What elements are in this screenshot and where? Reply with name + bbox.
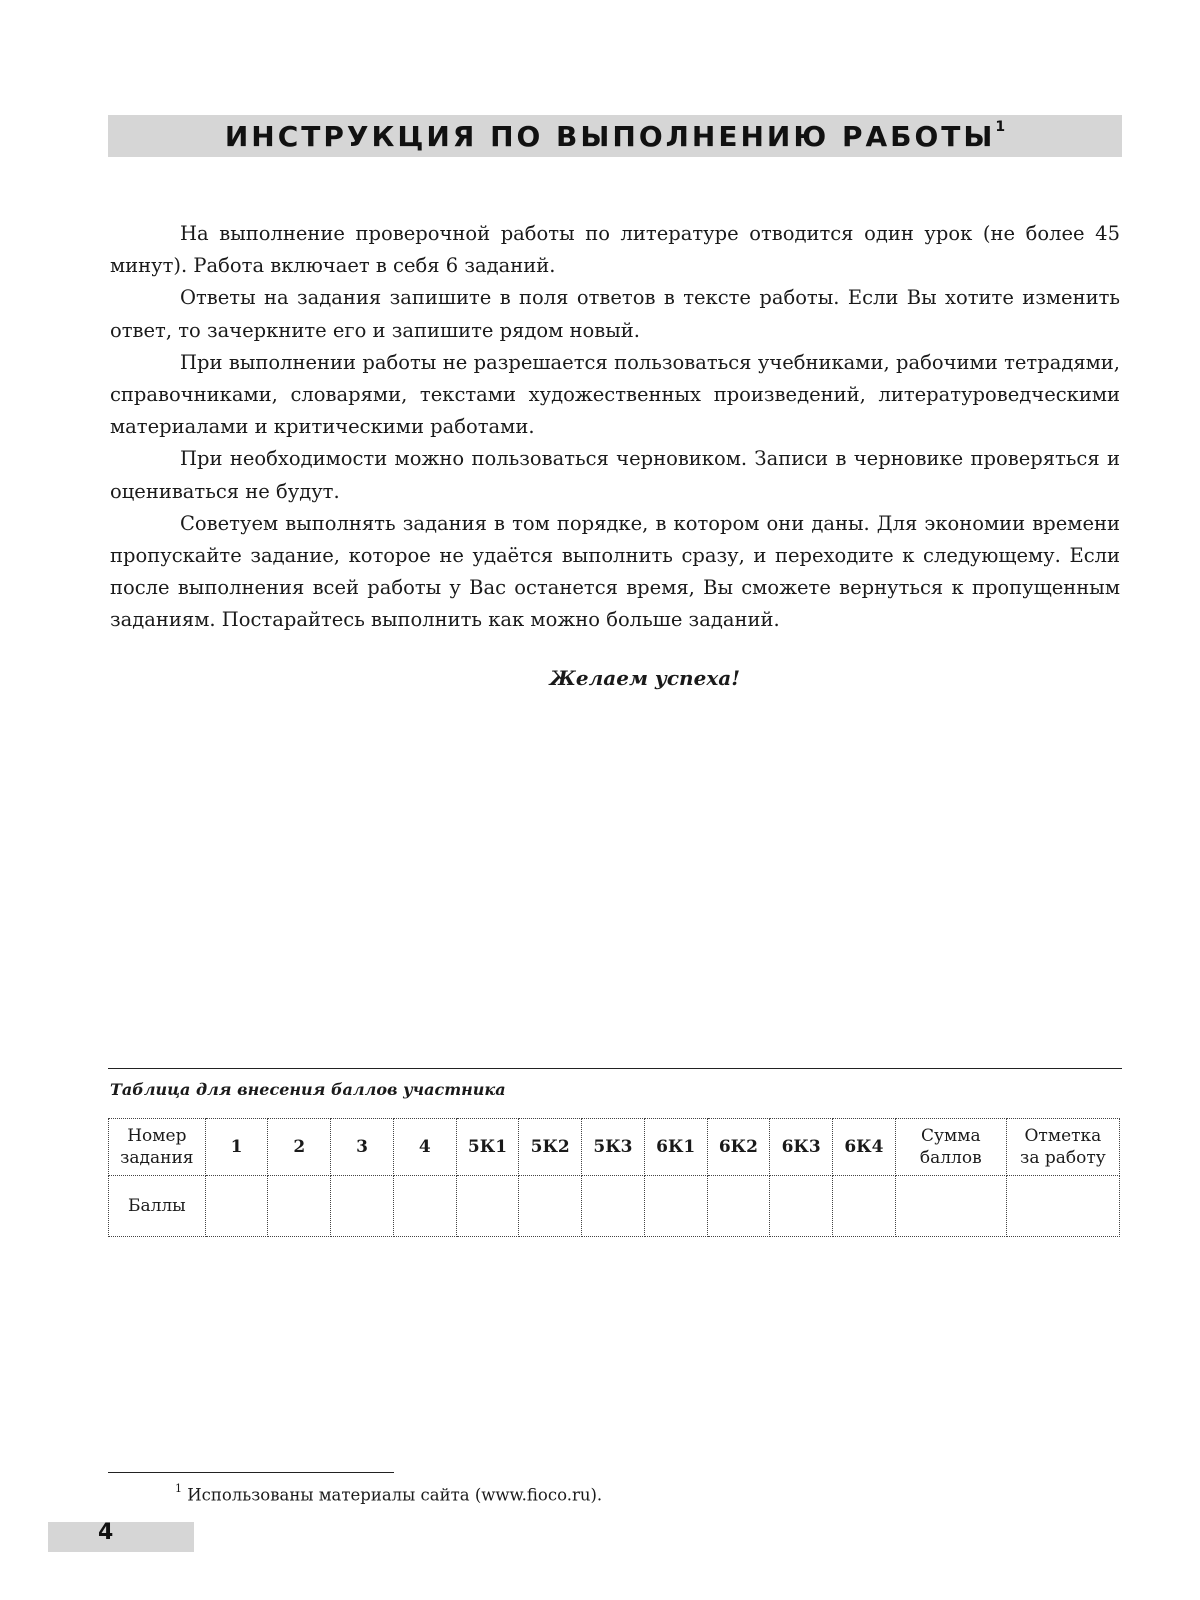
column-header: 6К3	[770, 1119, 833, 1176]
sum-header-line2: баллов	[919, 1148, 982, 1168]
score-cell[interactable]	[331, 1176, 394, 1237]
table-caption: Таблица для внесения баллов участника	[110, 1080, 506, 1099]
score-cell[interactable]	[456, 1176, 519, 1237]
title-footnote-mark: 1	[995, 119, 1006, 136]
column-header: 6К1	[644, 1119, 707, 1176]
table-header-row	[109, 1119, 1120, 1176]
mark-header	[1006, 1119, 1119, 1176]
score-cell[interactable]	[833, 1176, 896, 1237]
instructions-body	[110, 218, 1120, 637]
score-cell[interactable]	[770, 1176, 833, 1237]
table-score-row	[109, 1176, 1120, 1237]
score-table	[108, 1118, 1120, 1237]
footnote-mark: 1	[175, 1482, 182, 1495]
footnote-separator	[108, 1472, 394, 1473]
sum-header-line1: Сумма	[920, 1126, 981, 1146]
score-cell[interactable]	[393, 1176, 456, 1237]
mark-cell[interactable]	[1006, 1176, 1119, 1237]
score-cell[interactable]	[582, 1176, 645, 1237]
column-header: 5К1	[456, 1119, 519, 1176]
sum-header	[895, 1119, 1006, 1176]
page-title	[225, 120, 1005, 153]
score-cell[interactable]	[268, 1176, 331, 1237]
column-header: 6К2	[707, 1119, 770, 1176]
paragraph-time: На выполнение проверочной работы по литературе отводится один урок (не более 45 минут). Работа включает в себя 6 заданий.	[110, 222, 1120, 278]
separator-line	[108, 1068, 1122, 1069]
column-header: 6К4	[833, 1119, 896, 1176]
mark-header-line2: за работу	[1020, 1148, 1106, 1168]
footnote-text: Использованы материалы сайта (www.fioco.ru).	[187, 1485, 603, 1505]
footnote	[175, 1484, 602, 1505]
score-cell[interactable]	[707, 1176, 770, 1237]
page-title-text: ИНСТРУКЦИЯ ПО ВЫПОЛНЕНИЮ РАБОТЫ	[224, 119, 996, 153]
task-number-label-line1: Номер	[127, 1126, 187, 1146]
task-number-label-line2: задания	[120, 1148, 194, 1168]
column-header: 2	[268, 1119, 331, 1176]
paragraph-restrictions: При выполнении работы не разрешается пользоваться учебниками, рабочими тетрадями, справочниками, словарями, текстами художественных произведений, литературоведческими материалами и критическими работами.	[110, 350, 1120, 439]
column-header: 1	[205, 1119, 268, 1176]
page-number-box	[48, 1522, 194, 1552]
wish-text: Желаем успеха!	[549, 666, 740, 690]
score-cell[interactable]	[205, 1176, 268, 1237]
column-header: 5К2	[519, 1119, 582, 1176]
mark-header-line1: Отметка	[1024, 1126, 1102, 1146]
sum-cell[interactable]	[895, 1176, 1006, 1237]
paragraph-advice: Советуем выполнять задания в том порядке, в котором они даны. Для экономии времени пропускайте задание, которое не удаётся выполнить сразу, и переходите к следующему. Если после выполнения всей работы у Вас останется время, Вы сможете вернуться к пропущенным заданиям. Постарайтесь выполнить как можно больше заданий.	[110, 511, 1120, 632]
column-header: 3	[331, 1119, 394, 1176]
column-header: 4	[393, 1119, 456, 1176]
title-bar	[108, 115, 1122, 157]
paragraph-draft: При необходимости можно пользоваться черновиком. Записи в черновике проверяться и оцениваться не будут.	[110, 447, 1120, 503]
score-cell[interactable]	[519, 1176, 582, 1237]
column-header: 5К3	[582, 1119, 645, 1176]
page-number: 4	[98, 1520, 114, 1545]
task-number-label	[109, 1119, 206, 1176]
score-row-label: Баллы	[109, 1176, 206, 1237]
paragraph-answers: Ответы на задания запишите в поля ответов в тексте работы. Если Вы хотите изменить ответ, то зачеркните его и запишите рядом новый.	[110, 286, 1120, 342]
score-cell[interactable]	[644, 1176, 707, 1237]
